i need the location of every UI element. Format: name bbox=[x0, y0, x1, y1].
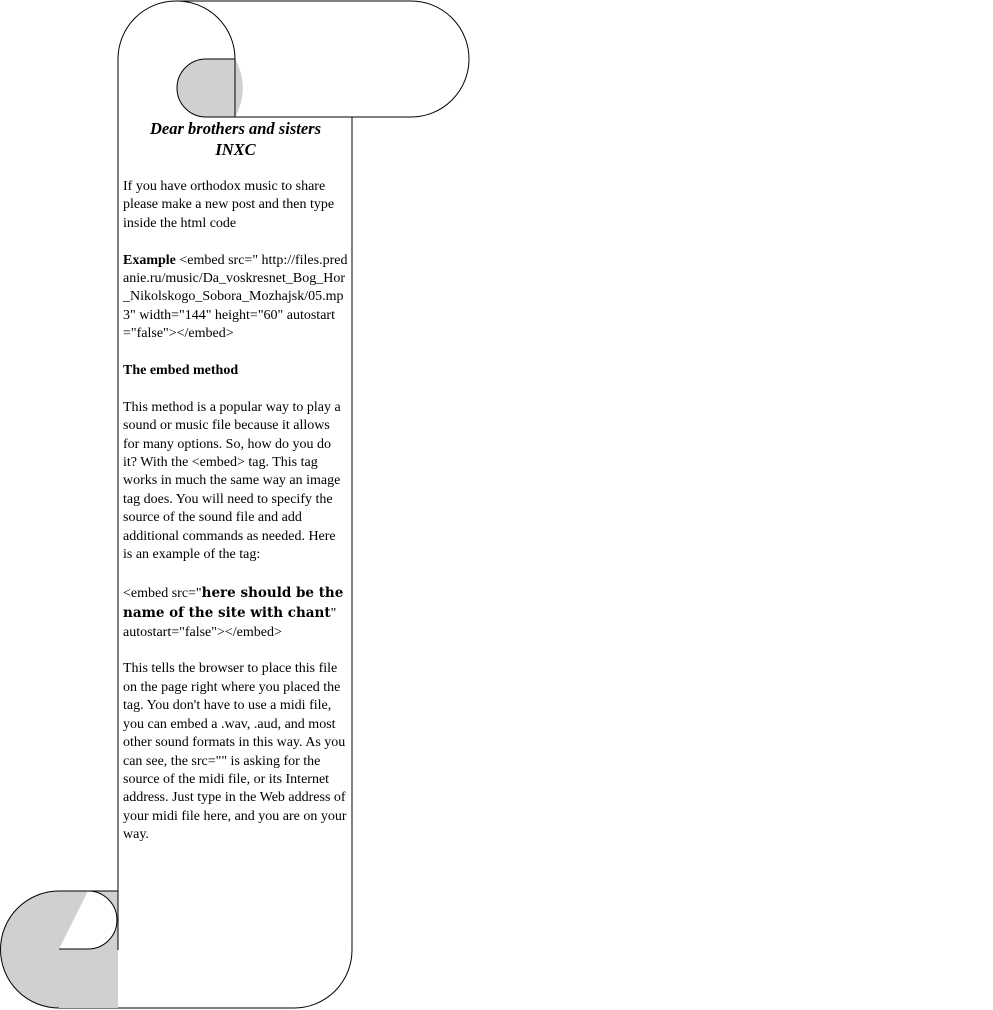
intro-text: If you have orthodox music to share please make a new post and then type inside the html code bbox=[123, 179, 335, 231]
tag-close-quote: " bbox=[330, 606, 337, 622]
page-title bbox=[123, 118, 348, 160]
tag-placeholder: here should be the name of the site with chant bbox=[123, 584, 344, 622]
tag-suffix: autostart="false"></embed> bbox=[123, 624, 282, 640]
example-block bbox=[123, 252, 348, 344]
scroll-top-curl bbox=[177, 59, 243, 117]
title-line-1: Dear brothers and sisters bbox=[150, 119, 321, 138]
example-label: Example bbox=[123, 252, 176, 268]
tag-example bbox=[123, 583, 348, 642]
example-code: <embed src=" http://files.predanie.ru/music/Da_voskresnet_Bog_Hor_Nikolskogo_Sobora_Mozhajsk/05.mp3" width="144" height="60" autostart="false"></embed> bbox=[123, 252, 348, 342]
scroll-content bbox=[123, 118, 348, 863]
explanation-text: This tells the browser to place this file on the page right where you placed the tag. You don't have to use a midi file, you can embed a .wav, .aud, and most other sound formats in this way. As you can see, the src="" is asking for the source of the midi file, or its Internet address. Just type in the Web address of your midi file here, and you are on your way. bbox=[123, 661, 347, 843]
title-line-2: INXC bbox=[215, 140, 256, 159]
tag-prefix: <embed src=" bbox=[123, 585, 202, 601]
embed-method-heading: The embed method bbox=[123, 363, 239, 379]
embed-method-description: This method is a popular way to play a sound or music file because it allows for many options. So, how do you do it? With the <embed> tag. This tag works in much the same way an image tag does. You will need to specify the source of the sound file and add additional commands as needed. Here is an example of the tag: bbox=[123, 399, 341, 563]
